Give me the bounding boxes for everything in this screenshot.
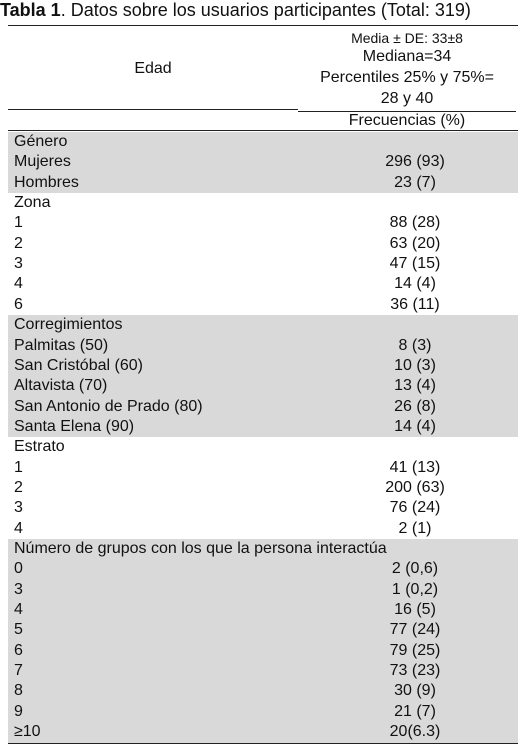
table-row xyxy=(8,152,518,172)
row-label: Zona xyxy=(14,194,51,212)
row-label: 3 xyxy=(14,255,23,273)
header-age-label: Edad xyxy=(134,60,172,77)
row-value: 26 (8) xyxy=(394,397,436,415)
row-value: 8 (3) xyxy=(398,336,432,354)
row-label: 2 xyxy=(14,234,23,252)
subheader-rule xyxy=(8,130,518,131)
table-row xyxy=(8,722,518,742)
header-frequencies: Frecuencias (%) xyxy=(348,112,466,129)
row-value: 76 (24) xyxy=(389,499,441,517)
table-row xyxy=(8,274,518,294)
row-value: 36 (11) xyxy=(390,295,440,313)
table-row xyxy=(8,519,518,539)
table-row xyxy=(8,336,518,356)
header-stat-median: Mediana=34 xyxy=(362,48,452,65)
table-row xyxy=(8,458,518,478)
row-label: Estrato xyxy=(14,438,65,456)
row-value: 30 (9) xyxy=(394,682,436,700)
row-label: 4 xyxy=(14,275,23,293)
row-label: Altavista (70) xyxy=(14,377,108,395)
row-label: 6 xyxy=(14,295,23,313)
table-title xyxy=(0,0,471,20)
table-title-number: Tabla 1 xyxy=(0,0,61,20)
table-row xyxy=(8,559,518,579)
row-value: 88 (28) xyxy=(389,214,441,232)
row-value: 296 (93) xyxy=(385,153,445,171)
table-row xyxy=(8,173,518,193)
row-label: 5 xyxy=(14,621,23,639)
row-value: 1 (0,2) xyxy=(391,580,439,598)
top-rule xyxy=(8,25,518,26)
row-label: San Antonio de Prado (80) xyxy=(14,397,203,415)
row-value: 2 (1) xyxy=(398,519,432,537)
table-row xyxy=(8,641,518,661)
table-row xyxy=(8,437,518,457)
row-value: 23 (7) xyxy=(394,173,436,191)
table-row xyxy=(8,681,518,701)
header-stat-mean: Media ± DE: 33±8 xyxy=(351,30,463,46)
row-label: ≥10 xyxy=(14,723,41,741)
row-label: San Cristóbal (60) xyxy=(14,356,143,374)
row-label: Corregimientos xyxy=(14,316,123,334)
row-value: 13 (4) xyxy=(394,377,436,395)
row-value: 79 (25) xyxy=(389,641,441,659)
row-value: 14 (4) xyxy=(394,417,436,435)
table-row xyxy=(8,498,518,518)
row-value: 41 (13) xyxy=(389,458,441,476)
row-label: 4 xyxy=(14,601,23,619)
table-title-text: . Datos sobre los usuarios participantes (Total: 319) xyxy=(60,0,471,20)
bottom-rule xyxy=(8,743,518,744)
row-value: 47 (15) xyxy=(389,255,441,273)
row-value: 14 (4) xyxy=(394,275,436,293)
table-row xyxy=(8,132,518,152)
table-row xyxy=(8,193,518,213)
table-row xyxy=(8,600,518,620)
table-row xyxy=(8,580,518,600)
header-rule-left xyxy=(8,109,298,110)
row-label: Palmitas (50) xyxy=(14,336,109,354)
header-stat-percentiles: Percentiles 25% y 75%= xyxy=(320,69,494,86)
row-label: 9 xyxy=(14,702,23,720)
table-row xyxy=(8,356,518,376)
row-label: 8 xyxy=(14,682,23,700)
table-row xyxy=(8,315,518,335)
row-label: 0 xyxy=(14,560,23,578)
row-label: 4 xyxy=(14,519,23,537)
row-value: 73 (23) xyxy=(389,662,441,680)
table-row xyxy=(8,254,518,274)
row-label: 1 xyxy=(14,458,23,476)
row-label: Número de grupos con los que la persona interactúa xyxy=(14,540,387,557)
row-value: 63 (20) xyxy=(389,234,441,252)
row-label: 3 xyxy=(14,499,23,517)
row-label: Mujeres xyxy=(14,153,71,171)
row-label: Hombres xyxy=(14,173,79,191)
row-value: 200 (63) xyxy=(385,478,445,496)
table-row xyxy=(8,661,518,681)
row-value: 2 (0,6) xyxy=(391,560,439,578)
row-label: 2 xyxy=(14,478,23,496)
row-value: 10 (3) xyxy=(394,356,436,374)
table-row xyxy=(8,417,518,437)
header-stat-percentile-values: 28 y 40 xyxy=(380,90,434,107)
table-row xyxy=(8,376,518,396)
table-row xyxy=(8,478,518,498)
row-label: 1 xyxy=(14,214,23,232)
table-row xyxy=(8,620,518,640)
row-label: Género xyxy=(14,133,68,150)
row-label: 7 xyxy=(14,662,23,680)
table-row xyxy=(8,295,518,315)
row-label: 3 xyxy=(14,580,23,598)
row-label: Santa Elena (90) xyxy=(14,417,135,435)
table-row xyxy=(8,397,518,417)
table-row xyxy=(8,213,518,233)
table-row xyxy=(8,234,518,254)
row-value: 21 (7) xyxy=(394,702,436,720)
row-label: 6 xyxy=(14,641,23,659)
table-row xyxy=(8,702,518,722)
row-value: 20(6.3) xyxy=(389,723,441,741)
row-value: 77 (24) xyxy=(389,621,441,639)
row-value: 16 (5) xyxy=(394,601,436,619)
table-row xyxy=(8,539,518,559)
